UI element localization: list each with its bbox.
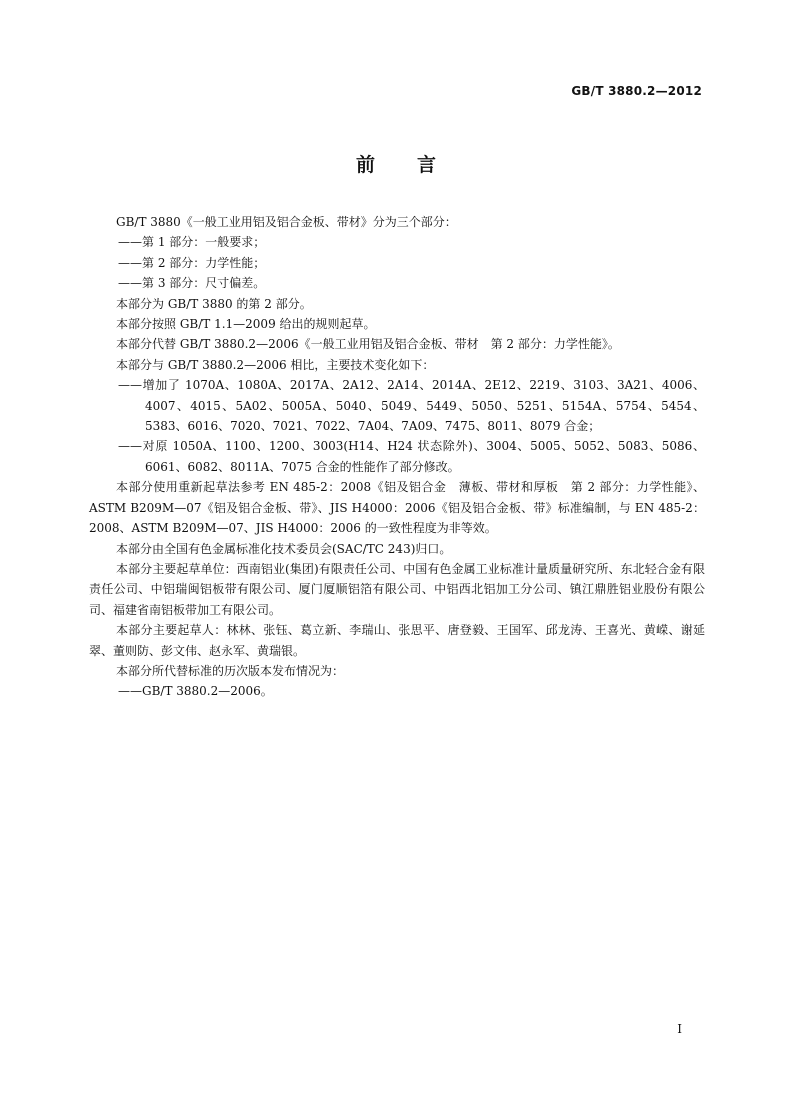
page-number: I [677, 1022, 682, 1036]
page-title: 前言 [355, 154, 478, 176]
list-item: ——第 2 部分：力学性能； [118, 255, 266, 270]
foreword-body [89, 212, 705, 702]
paragraph: 本部分主要起草人：林林、张钰、葛立新、李瑞山、张思平、唐登毅、王国军、邱龙涛、王喜光、黄嵘、谢延翠、董则防、彭文伟、赵永军、黄瑞银。 [89, 623, 705, 658]
list-item: ——增加了 1070A、1080A、2017A、2A12、2A14、2014A、2E12、2219、3103、3A21、4006、4007、4015、5A02、5005A、5040、5049、5449、5050、5251、5154A、5754、5454、5383、6016、7020、7021、7022、7A04、7A09、7475、8011、8079 合金； [118, 378, 705, 434]
paragraph: GB/T 3880《一般工业用铝及铝合金板、带材》分为三个部分： [116, 215, 457, 229]
standard-number: GB/T 3880.2—2012 [571, 84, 702, 98]
list-item: ——第 1 部分：一般要求； [118, 235, 266, 250]
paragraph: 本部分所代替标准的历次版本发布情况为： [116, 663, 345, 678]
list-item: ——第 3 部分：尺寸偏差。 [118, 276, 266, 291]
paragraph: 本部分为 GB/T 3880 的第 2 部分。 [116, 296, 312, 311]
list-item: ——GB/T 3880.2—2006。 [118, 684, 273, 699]
paragraph: 本部分代替 GB/T 3880.2—2006《一般工业用铝及铝合金板、带材 第 2 部分：力学性能》。 [116, 337, 620, 352]
paragraph: 本部分由全国有色金属标准化技术委员会(SAC/TC 243)归口。 [116, 541, 452, 556]
paragraph: 本部分按照 GB/T 1.1—2009 给出的规则起草。 [116, 317, 376, 332]
list-item: ——对原 1050A、1100、1200、3003(H14、H24 状态除外)、3004、5005、5052、5083、5086、6061、6082、8011A、7075 合金的性能作了部分修改。 [118, 439, 705, 474]
paragraph: 本部分主要起草单位：西南铝业(集团)有限责任公司、中国有色金属工业标准计量质量研究所、东北轻合金有限责任公司、中铝瑞闽铝板带有限公司、厦门厦顺铝箔有限公司、中铝西北铝加工分公司、镇江鼎胜铝业股份有限公司、福建省南铝板带加工有限公司。 [89, 561, 705, 617]
paragraph: 本部分使用重新起草法参考 EN 485-2：2008《铝及铝合金 薄板、带材和厚板 第 2 部分：力学性能》、ASTM B209M—07《铝及铝合金板、带》、JIS H4000：2006《铝及铝合金板、带》标准编制，与 EN 485-2：2008、ASTM B209M—07、JIS H4000：2006 的一致性程度为非等效。 [89, 480, 705, 536]
paragraph: 本部分与 GB/T 3880.2—2006 相比，主要技术变化如下： [116, 357, 435, 372]
